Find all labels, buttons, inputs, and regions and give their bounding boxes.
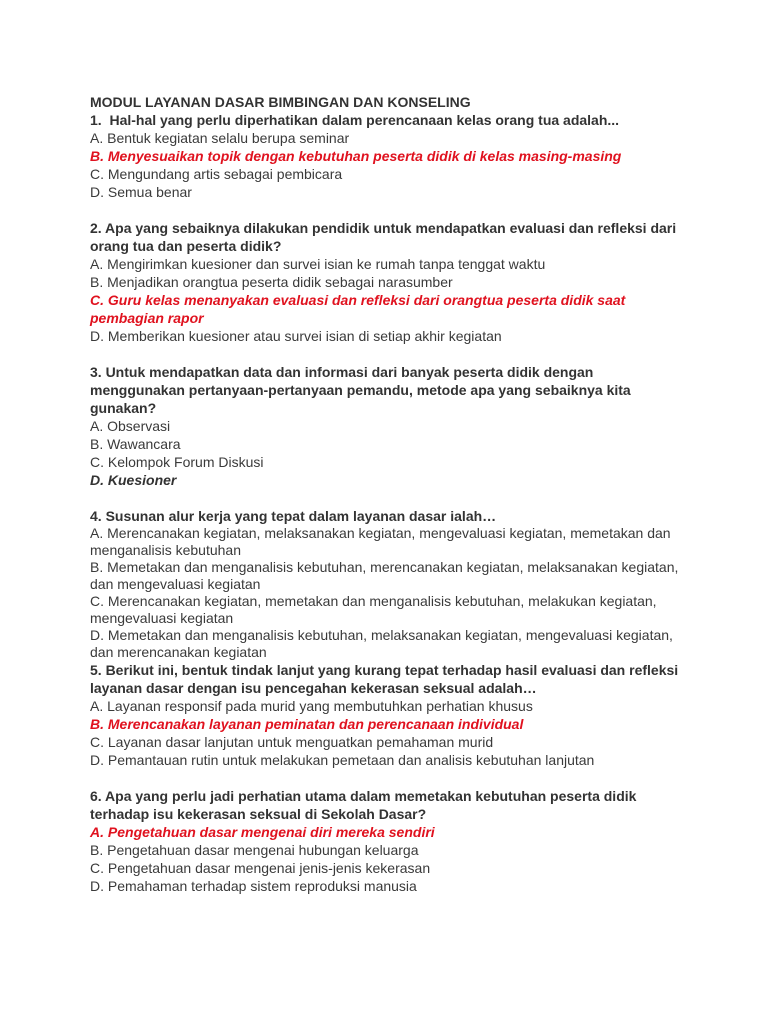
question-text: 2. Apa yang sebaiknya dilakukan pendidik untuk mendapatkan evaluasi dan refleksi dari orang tua dan peserta didik? <box>90 220 681 254</box>
option-b: B. Menjadikan orangtua peserta didik sebagai narasumber <box>90 274 453 290</box>
option-d: D. Pemahaman terhadap sistem reproduksi manusia <box>90 878 417 894</box>
option-d: D. Semua benar <box>90 184 192 200</box>
option-c: C. Kelompok Forum Diskusi <box>90 454 264 470</box>
question-text: 5. Berikut ini, bentuk tindak lanjut yang kurang tepat terhadap hasil evaluasi dan refleksi layanan dasar dengan isu pencegahan kekerasan seksual adalah… <box>90 662 683 696</box>
option-b: B. Pengetahuan dasar mengenai hubungan keluarga <box>90 842 419 858</box>
document-title: MODUL LAYANAN DASAR BIMBINGAN DAN KONSELING <box>90 94 471 110</box>
option-a: A. Merencanakan kegiatan, melaksanakan kegiatan, mengevaluasi kegiatan, memetakan dan menganalisis kebutuhan <box>90 525 671 558</box>
option-a: A. Pengetahuan dasar mengenai diri mereka sendiri <box>90 824 435 840</box>
question-text: 3. Untuk mendapatkan data dan informasi dari banyak peserta didik dengan menggunakan pertanyaan-pertanyaan pemandu, metode apa yang sebaiknya kita gunakan? <box>90 364 635 416</box>
option-d: D. Memberikan kuesioner atau survei isian di setiap akhir kegiatan <box>90 328 502 344</box>
option-c: C. Merencanakan kegiatan, memetakan dan menganalisis kebutuhan, melakukan kegiatan, mengevaluasi kegiatan <box>90 593 657 626</box>
option-c: C. Mengundang artis sebagai pembicara <box>90 166 343 182</box>
option-c: C. Pengetahuan dasar mengenai jenis-jenis kekerasan <box>90 860 431 876</box>
question-6 <box>90 787 690 895</box>
option-a: A. Observasi <box>90 418 171 434</box>
option-b: B. Menyesuaikan topik dengan kebutuhan peserta didik di kelas masing-masing <box>90 148 622 164</box>
option-c: C. Layanan dasar lanjutan untuk menguatkan pemahaman murid <box>90 734 494 750</box>
question-text: 6. Apa yang perlu jadi perhatian utama dalam memetakan kebutuhan peserta didik terhadap isu kekerasan seksual di Sekolah Dasar? <box>90 788 641 822</box>
option-d: D. Kuesioner <box>90 472 177 488</box>
question-5 <box>90 661 690 769</box>
option-a: A. Layanan responsif pada murid yang membutuhkan perhatian khusus <box>90 698 533 714</box>
question-1 <box>90 111 690 201</box>
option-b: B. Wawancara <box>90 436 181 452</box>
question-text: 4. Susunan alur kerja yang tepat dalam layanan dasar ialah… <box>90 508 497 524</box>
question-2 <box>90 219 690 345</box>
option-c: C. Guru kelas menanyakan evaluasi dan refleksi dari orangtua peserta didik saat pembagian rapor <box>90 292 626 326</box>
document-page <box>90 93 690 895</box>
option-d: D. Pemantauan rutin untuk melakukan pemetaan dan analisis kebutuhan lanjutan <box>90 752 595 768</box>
option-b: B. Memetakan dan menganalisis kebutuhan, merencanakan kegiatan, melaksanakan kegiatan, dan mengevaluasi kegiatan <box>90 559 679 592</box>
question-3 <box>90 363 690 489</box>
question-4 <box>90 507 690 661</box>
option-a: A. Mengirimkan kuesioner dan survei isian ke rumah tanpa tenggat waktu <box>90 256 546 272</box>
question-text: 1. Hal-hal yang perlu diperhatikan dalam perencanaan kelas orang tua adalah... <box>90 112 620 128</box>
option-b: B. Merencanakan layanan peminatan dan perencanaan individual <box>90 716 524 732</box>
option-a: A. Bentuk kegiatan selalu berupa seminar <box>90 130 350 146</box>
option-d: D. Memetakan dan menganalisis kebutuhan, melaksanakan kegiatan, mengevaluasi kegiatan, dan merencanakan kegiatan <box>90 627 673 660</box>
